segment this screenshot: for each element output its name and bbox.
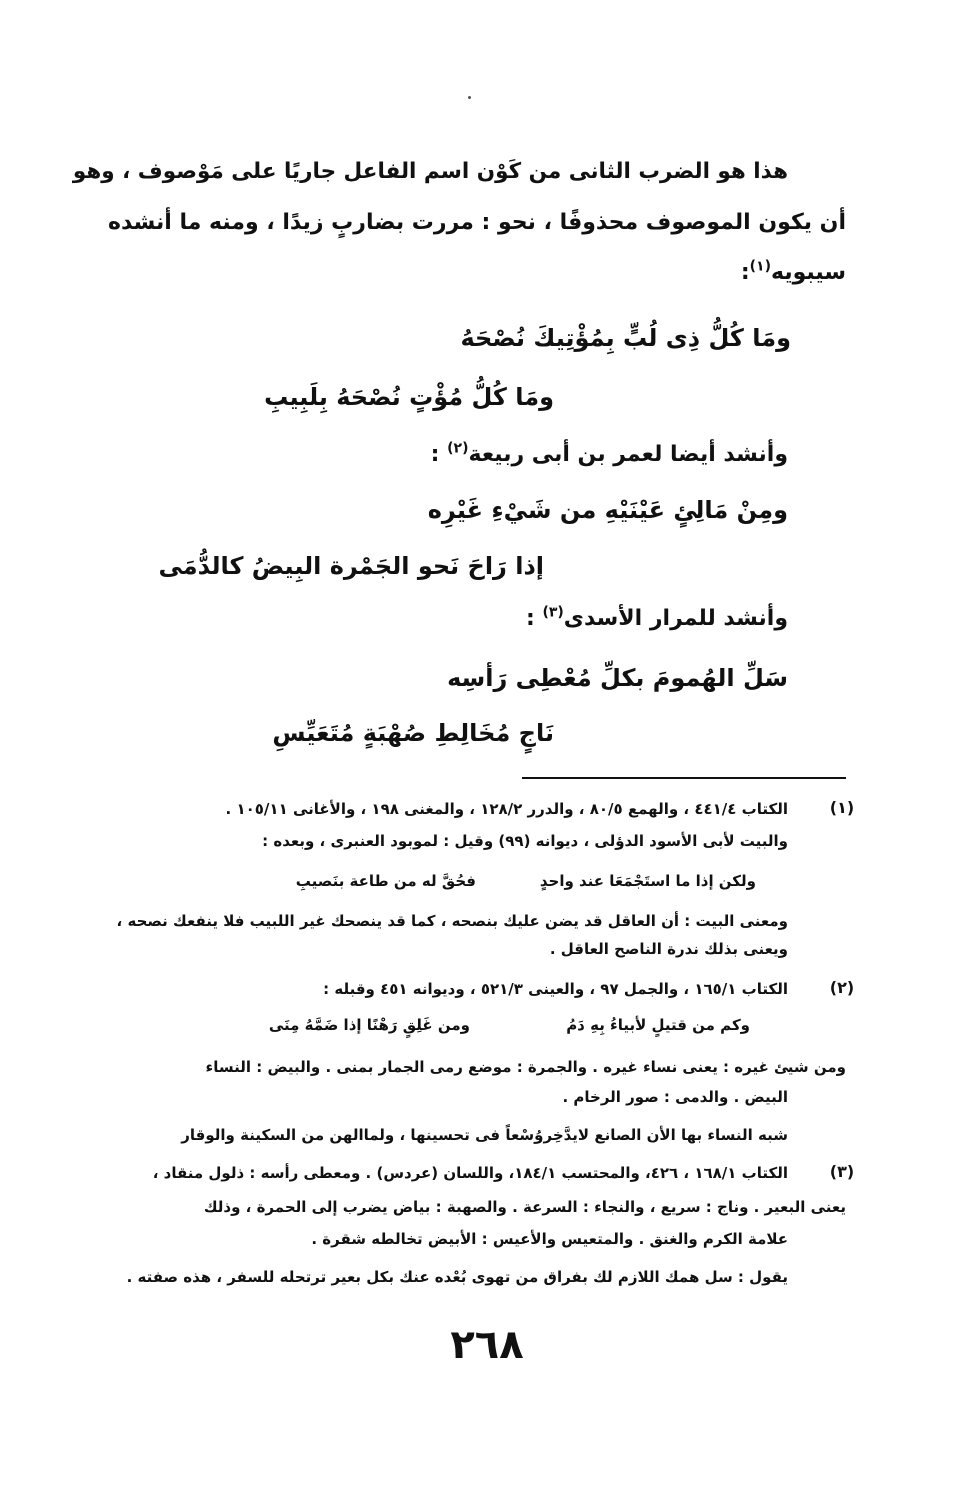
paragraph-1-line-1: هذا هو الضرب الثانى من كَوْن اسم الفاعل جاريًا على مَوْصوف ، وهو (72, 159, 788, 184)
verse-2-second-hemistich: إذا رَاحَ نَحو الجَمْرة البِيضُ كالدُّمَى (158, 552, 544, 580)
footnote-2-verse-first: وكم من قتيلٍ لأبياءُ بِهِ دَمُ (566, 1016, 750, 1034)
footnote-1-verse-second: فحُقَّ له من طاعة بنَصيبِ (295, 872, 476, 890)
verse-2-first-hemistich: ومِنْ مَالِئٍ عَيْنَيْهِ من شَيْءِ غَيْرِه (427, 496, 788, 524)
paragraph-1-line-3: سيبويه$^{(١)}$: (740, 258, 846, 285)
paragraph-1-line-3-text: سيبويه (771, 260, 846, 285)
footnote-3-line-2: يعنى البعير . وناج : سريع ، والنجاء : السرعة . والصهبة : بياض يضرب إلى الحمرة ، وذلك (203, 1198, 846, 1216)
verse-1-first-hemistich: ومَا كُلُّ ذِى لُبٍّ بِمُؤْتِيكَ نُصْحَهُ (460, 324, 791, 352)
paragraph-1-line-2: أن يكون الموصوف محذوفًا ، نحو : مررت بضاربٍ زيدًا ، ومنه ما أنشده (107, 210, 846, 235)
footnote-separator (522, 777, 846, 779)
footnote-2-line-1: الكتاب ١٦٥/١ ، والجمل ٩٧ ، والعينى ٥٢١/٣ ، وديوانه ٤٥١ وقبله : (323, 980, 788, 998)
paragraph-3: وأنشد للمرار الأسدى$^{(٣)}$ : (525, 604, 788, 631)
page-number: ٢٦٨ (450, 1322, 524, 1368)
footnote-3-line-1: الكتاب ١٦٨/١ ، ٤٢٦، والمحتسب ١٨٤/١، واللسان (عردس) . ومعطى رأسه : ذلول منقاد ، (152, 1164, 788, 1182)
footnote-ref-3: (٣) (542, 604, 564, 621)
footnote-3-line-4: يقول : سل همك اللازم لك بفراق من تهوى بُعْده عنك بكل بعير ترتحله للسفر ، هذه صفته . (126, 1268, 788, 1286)
footnote-1-verse-first: ولكن إذا ما استَجْمَعَا عند واحدٍ (539, 872, 756, 890)
footnote-ref-1: (١) (749, 258, 771, 275)
paragraph-3-text: وأنشد للمرار الأسدى (563, 606, 788, 631)
footnote-ref-2: (٢) (447, 440, 469, 457)
footnote-2-line-3: البيض . والدمى : صور الرخام . (562, 1088, 788, 1106)
verse-1-second-hemistich: ومَا كُلُّ مُؤْتٍ نُصْحَهُ بِلَبِيبِ (264, 383, 554, 411)
footnote-1-line-1: الكتاب ٤٤١/٤ ، والهمع ٨٠/٥ ، والدرر ١٢٨/٢ ، والمغنى ١٩٨ ، والأغانى ١٠٥/١١ . (225, 800, 788, 818)
verse-3-first-hemistich: سَلِّ الهُمومَ بكلِّ مُعْطِى رَأسِه (447, 664, 788, 692)
scan-speck (468, 96, 471, 99)
footnote-1-line-3: ومعنى البيت : أن العاقل قد يضن عليك بنصحه ، كما قد ينصحك غير اللبيب فلا ينفعك نصحه ، (116, 912, 788, 930)
paragraph-2: وأنشد أيضا لعمر بن أبى ربيعة$^{(٢)}$ : (430, 440, 788, 467)
footnote-1-line-2: والبيت لأبى الأسود الدؤلى ، ديوانه (٩٩) وقيل : لموبود العنبرى ، وبعده : (262, 832, 788, 850)
footnote-2-line-4: شبه النساء بها الأن الصانع لايدَّخِروُسْعاً فى تحسينها ، ولماالهن من السكينة والوقار (181, 1126, 788, 1144)
footnote-2-line-2: ومن شيئ غيره : يعنى نساء غيره . والجمرة : موضع رمى الجمار بمنى . والبيض : النساء (205, 1058, 846, 1076)
verse-3-second-hemistich: نَاجٍ مُخَالِطِ صُهْبَةٍ مُتَعَيِّسِ (272, 719, 554, 747)
footnote-2-verse-second: ومن غَلِقٍ رَهْنًا إذا ضَمَّهُ مِنَى (268, 1016, 470, 1034)
footnote-1-line-4: ويعنى بذلك ندرة الناصح العاقل . (549, 940, 788, 958)
footnote-2-number: (٢) (829, 978, 855, 997)
footnote-3-number: (٣) (829, 1162, 855, 1181)
footnote-1-number: (١) (829, 798, 855, 817)
footnote-3-line-3: علامة الكرم والغنق . والمتعيس والأعيس : الأبيض تخالطه شقرة . (311, 1230, 788, 1248)
paragraph-2-text: وأنشد أيضا لعمر بن أبى ربيعة (468, 442, 788, 467)
